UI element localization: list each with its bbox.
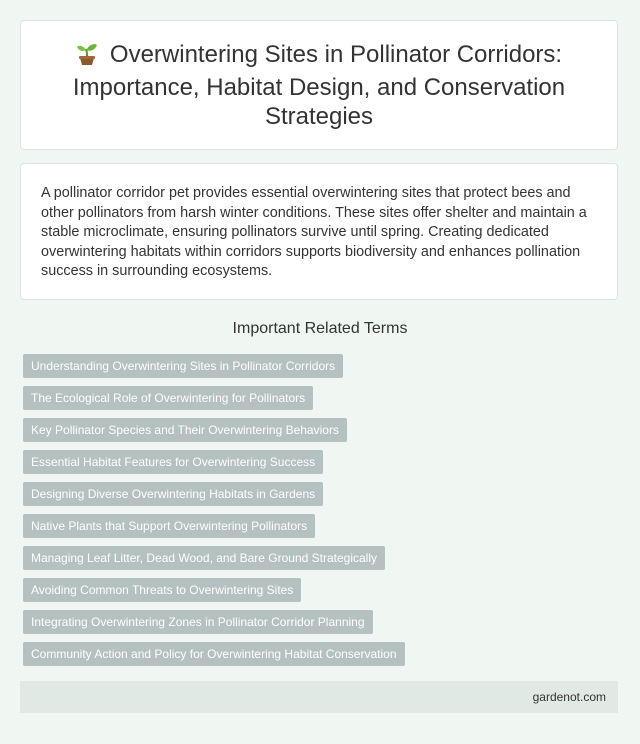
footer-site[interactable]: gardenot.com — [532, 690, 606, 704]
title-card — [20, 20, 618, 150]
term-tag[interactable]: Community Action and Policy for Overwintering Habitat Conservation — [23, 642, 405, 666]
term-tag[interactable]: Essential Habitat Features for Overwintering Success — [23, 450, 323, 474]
term-tag[interactable]: Avoiding Common Threats to Overwintering Sites — [23, 578, 301, 602]
page-title: Overwintering Sites in Pollinator Corridors: Importance, Habitat Design, and Conservation Strategies — [72, 40, 566, 130]
sprout-icon — [76, 42, 98, 73]
term-tag[interactable]: Understanding Overwintering Sites in Pollinator Corridors — [23, 354, 343, 378]
term-tag[interactable]: Managing Leaf Litter, Dead Wood, and Bare Ground Strategically — [23, 546, 385, 570]
term-tag[interactable]: The Ecological Role of Overwintering for Pollinators — [23, 386, 313, 410]
term-tag[interactable]: Native Plants that Support Overwintering Pollinators — [23, 514, 315, 538]
related-terms-heading: Important Related Terms — [232, 320, 408, 337]
related-terms-list — [23, 354, 623, 674]
footer — [20, 681, 618, 713]
term-tag[interactable]: Key Pollinator Species and Their Overwintering Behaviors — [23, 418, 347, 442]
term-tag[interactable]: Integrating Overwintering Zones in Pollinator Corridor Planning — [23, 610, 373, 634]
term-tag[interactable]: Designing Diverse Overwintering Habitats in Gardens — [23, 482, 323, 506]
intro-text: A pollinator corridor pet provides essential overwintering sites that protect bees and other pollinators from harsh winter conditions. These sites offer shelter and maintain a stable microclimate, ensuring pollinators survive until spring. Creating dedicated overwintering habitats within corridors supports biodiversity and enhances pollination success in surrounding ecosystems. — [41, 185, 587, 279]
intro-card — [20, 163, 618, 300]
